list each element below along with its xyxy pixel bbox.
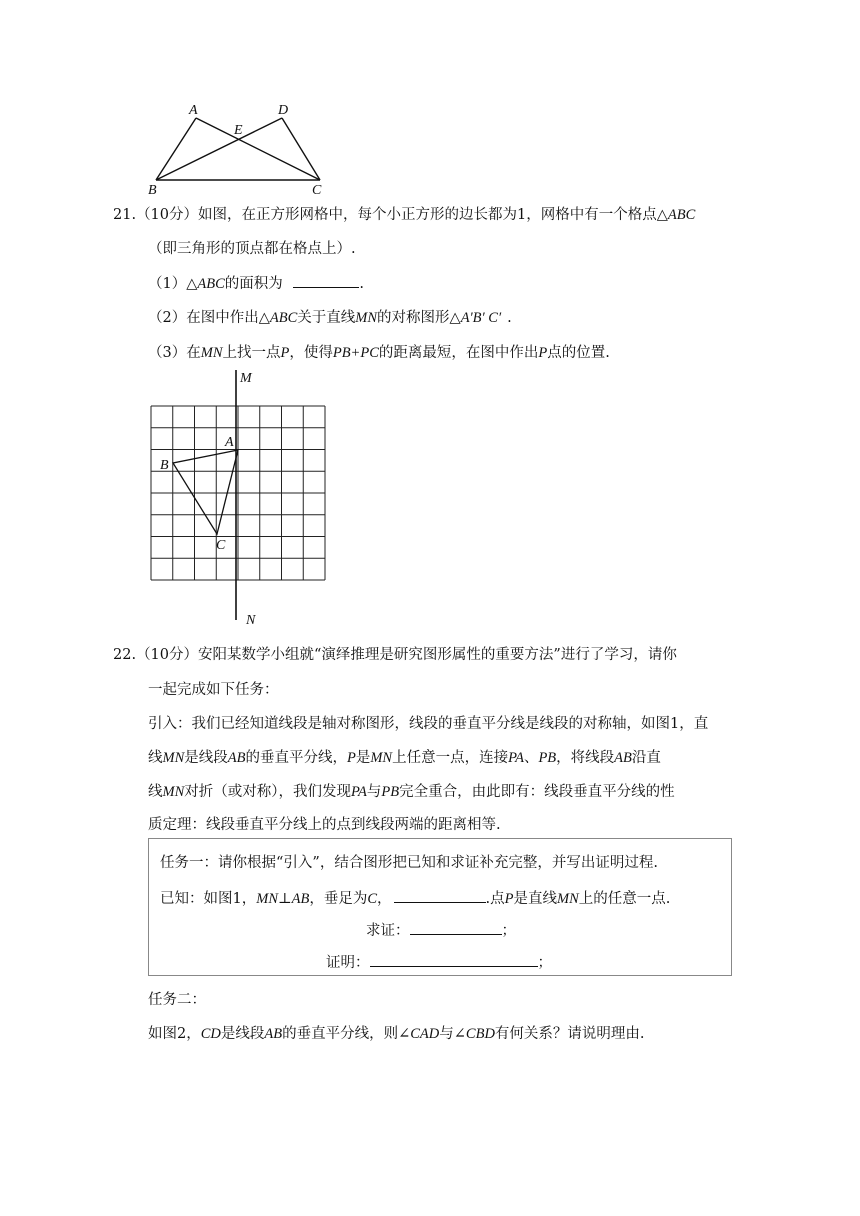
task1-proof: 证明： ； [326,951,552,972]
triangle-abc [173,450,238,534]
task1-title: 任务一：请你根据“引入”，结合图形把已知和求证补充完整，并写出证明过程. [160,855,658,871]
q21-part1: （1）△ABC的面积为 . [148,272,364,293]
label-d: D [278,103,289,118]
q22-stem-line2: 一起完成如下任务： [148,682,279,698]
label-b: B [148,183,157,198]
q21-stem-line2: （即三角形的顶点都在格点上）. [148,241,356,257]
q21-number: 21. [113,207,137,223]
label-a: A [189,103,198,118]
prove-blank[interactable] [410,920,502,935]
grid-figure [144,362,344,632]
q21-stem-line1: 21.（10分）如图，在正方形网格中，每个小正方形的边长都为1，网格中有一个格点△ABC [113,207,696,223]
q22-intro-line4: 质定理：线段垂直平分线上的点到线段两端的距离相等. [148,817,501,833]
label-e: E [234,123,243,138]
q21-part3: （3）在MN上找一点P，使得PB+PC的距离最短，在图中作出P点的位置. [148,345,610,361]
task1-known: 已知：如图1，MN⊥AB，垂足为C， .点P是直线MN上的任意一点. [160,887,670,908]
label-c: C [312,183,322,198]
grid-label-n: N [246,613,256,628]
grid-label-b: B [160,458,169,473]
q21-part2: （2）在图中作出△ABC关于直线MN的对称图形△A'B′ C′ . [148,310,512,326]
task1-prove: 求证： ； [366,919,516,940]
task2-title: 任务二： [148,992,206,1008]
task2-question: 如图2，CD是线段AB的垂直平分线，则∠CAD与∠CBD有何关系？请说明理由. [148,1026,645,1042]
grid-label-c: C [216,538,226,553]
grid-label-m: M [240,371,252,386]
figure-abcde [140,98,340,198]
q22-intro-line1: 引入：我们已经知道线段是轴对称图形，线段的垂直平分线是线段的对称轴，如图1，直 [148,716,709,732]
q22-number: 22. [113,647,137,663]
q22-intro-line2: 线MN是线段AB的垂直平分线，P是MN上任意一点，连接PA、PB，将线段AB沿直 [148,750,661,766]
known-blank[interactable] [394,888,486,903]
proof-blank[interactable] [370,952,538,967]
q22-intro-line3: 线MN对折（或对称），我们发现PA与PB完全重合，由此即有：线段垂直平分线的性 [148,784,675,800]
area-answer-blank[interactable] [293,273,359,288]
grid-label-a: A [225,435,234,450]
q22-stem-line1: 22.（10分）安阳某数学小组就“演绎推理是研究图形属性的重要方法”进行了学习，请你 [113,647,677,663]
